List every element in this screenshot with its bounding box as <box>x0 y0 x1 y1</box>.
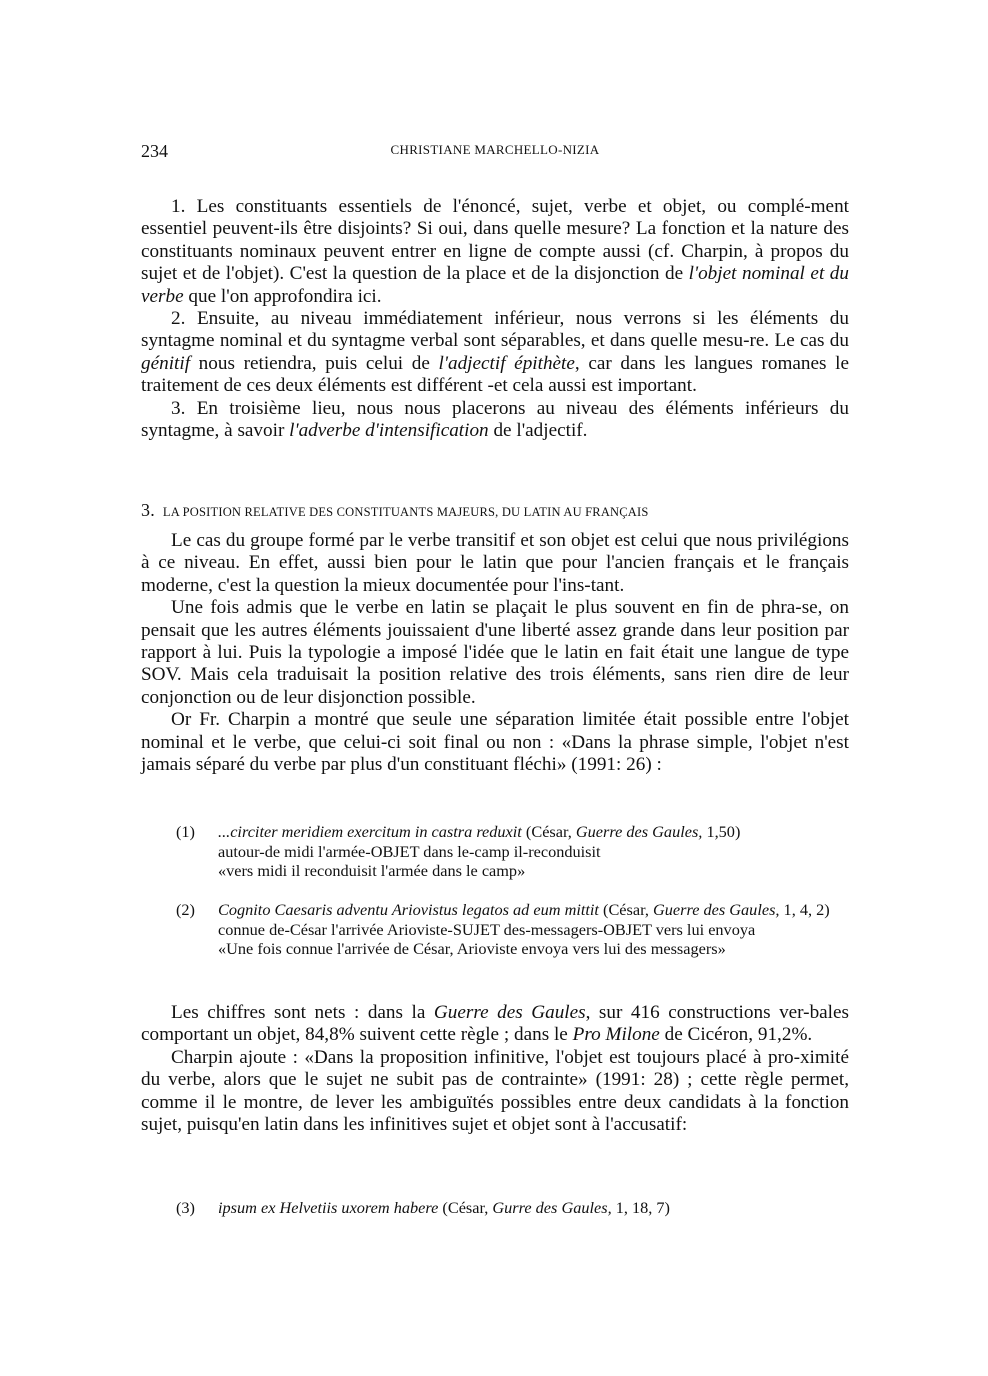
page-header <box>141 141 849 165</box>
after-paragraphs <box>141 1002 849 1136</box>
after-paragraph-2: Charpin ajoute : «Dans la proposition infinitive, l'objet est toujours placé à pro-ximité du verbe, alors que le sujet ne subit pas de contrainte» (1991: 28) ; cette règle permet, comme il le montre, de lever les ambiguïtés possibles entre deux candidats à la fonction sujet, puisqu'en latin dans les infinitives sujet et objet sont à l'accusatif: <box>141 1046 849 1136</box>
example-latin: Cognito Caesaris adventu Ariovistus legatos ad eum mittit (César, Guerre des Gaules, 1, 4, 2) <box>218 900 830 919</box>
section-paragraph-1: Le cas du groupe formé par le verbe transitif et son objet est celui que nous privilégions à ce niveau. En effet, aussi bien pour le latin que pour l'ancien français et le français moderne, c'est la question la mieux documentée pour l'ins-tant. <box>141 530 849 596</box>
running-head: CHRISTIANE MARCHELLO-NIZIA <box>390 142 600 157</box>
example-number: (3) <box>176 1198 195 1217</box>
example-2 <box>176 900 850 959</box>
page-number: 234 <box>141 141 168 161</box>
example-number: (1) <box>176 822 195 841</box>
section-paragraph-2: Une fois admis que le verbe en latin se plaçait le plus souvent en fin de phra-se, on pensait que les autres éléments jouissaient d'une liberté assez grande dans leur position par rapport à lui. Puis la typologie a imposé l'idée que le latin en fait était une langue de type SOV. Mais cela traduisait la position relative des trois éléments, sans rien dire de leur conjonction ou de leur disjonction possible. <box>141 597 849 708</box>
example-3 <box>176 1198 850 1218</box>
example-translation: «vers midi il reconduisit l'armée dans le camp» <box>218 861 526 881</box>
section-number: 3. <box>141 500 155 520</box>
example-translation: «Une fois connue l'arrivée de César, Arioviste envoya vers lui des messagers» <box>218 939 726 959</box>
example-latin: ipsum ex Helvetiis uxorem habere (César, Gurre des Gaules, 1, 18, 7) <box>218 1198 670 1217</box>
intro-paragraphs <box>141 196 849 442</box>
intro-paragraph-2: 2. Ensuite, au niveau immédiatement inférieur, nous verrons si les éléments du syntagme nominal et du syntagme verbal sont séparables, et dans quelle mesu-re. Le cas du génitif nous retiendra, puis celui de l'adjectif épithète, car dans les langues romanes le traitement de ces deux éléments est différent -et cela aussi est important. <box>141 308 849 397</box>
example-latin: ...circiter meridiem exercitum in castra reduxit (César, Guerre des Gaules, 1,50) <box>218 822 741 841</box>
intro-paragraph-1: 1. Les constituants essentiels de l'énoncé, sujet, verbe et objet, ou complé-ment essentiel peuvent-ils être disjoints? Si oui, dans quelle mesure? La fonction et la nature des constituants nominaux peuvent entrer en ligne de compte aussi (cf. Charpin, à propos du sujet et de l'objet). C'est la question de la place et de la disjonction de l'objet nominal et du verbe que l'on approfondira ici. <box>141 196 849 307</box>
example-gloss: autour-de midi l'armée-OBJET dans le-camp il-reconduisit <box>218 841 601 861</box>
section-heading <box>141 500 849 521</box>
intro-paragraph-3: 3. En troisième lieu, nous nous placerons au niveau des éléments inférieurs du syntagme, à savoir l'adverbe d'intensification de l'adjectif. <box>141 397 849 442</box>
section-paragraph-3: Or Fr. Charpin a montré que seule une séparation limitée était possible entre l'objet nominal et le verbe, que celui-ci soit final ou non : «Dans la phrase simple, l'objet n'est jamais séparé du verbe par plus d'un constituant fléchi» (1991: 26) : <box>141 709 849 776</box>
after-paragraph-1: Les chiffres sont nets : dans la Guerre des Gaules, sur 416 constructions ver-bales comportant un objet, 84,8% suivent cette règle ; dans le Pro Milone de Cicéron, 91,2%. <box>141 1002 850 1046</box>
section-paragraphs <box>141 530 849 776</box>
example-number: (2) <box>176 900 195 919</box>
section-title: LA POSITION RELATIVE DES CONSTITUANTS MAJEURS, DU LATIN AU FRANÇAIS <box>162 505 649 519</box>
example-1 <box>176 822 850 881</box>
example-gloss: connue de-César l'arrivée Arioviste-SUJET des-messagers-OBJET vers lui envoya <box>218 919 756 939</box>
